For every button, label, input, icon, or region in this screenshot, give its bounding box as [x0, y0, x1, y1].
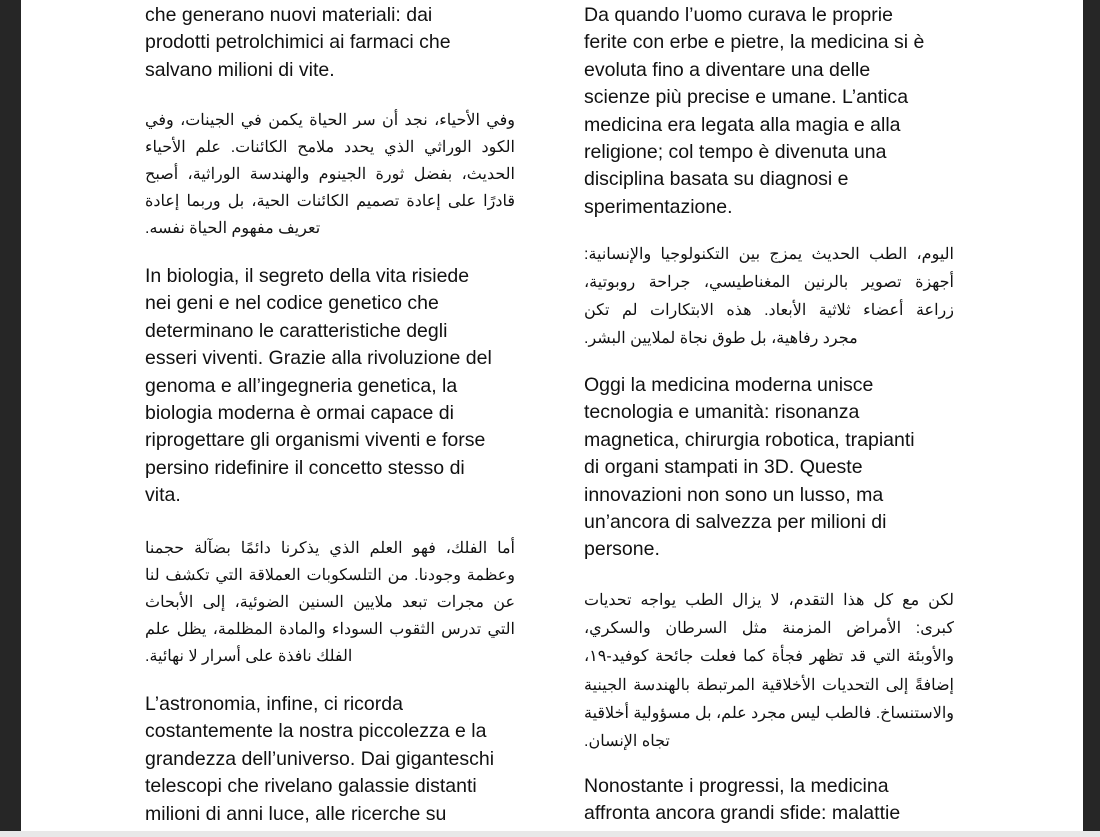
text-line: medicina era legata alla magia e alla	[584, 113, 901, 136]
text-line: وفي الأحياء، نجد أن سر الحياة يكمن في الجينات، وفي	[145, 112, 515, 129]
text-line: لكن مع كل هذا التقدم، لا يزال الطب يواجه تحديات	[584, 592, 954, 609]
text-line: persone.	[584, 538, 660, 561]
text-line: che generano nuovi materiali: dai	[145, 4, 433, 26]
text-line: nei geni e nel codice genetico che	[145, 292, 439, 315]
paragraph-it	[584, 372, 915, 564]
text-line: التي تدرس الثقوب السوداء والمادة المظلمة، يظل علم	[145, 621, 515, 638]
document-page	[21, 0, 1083, 831]
text-line: Nonostante i progressi, la medicina	[584, 775, 889, 797]
text-line: sperimentazione.	[584, 195, 733, 218]
text-line: إضافةً إلى التحديات الأخلاقية المرتبطة بالهندسة الجينية	[584, 676, 954, 694]
text-line: biologia moderna è ormai capace di	[145, 402, 454, 425]
text-line: genoma e all’ingegneria genetica, la	[145, 374, 458, 397]
text-line: Oggi la medicina moderna unisce	[584, 374, 874, 396]
text-line: عن مجرات تبعد ملايين السنين الضوئية، إلى الأبحاث	[145, 594, 515, 611]
paragraph-it	[145, 691, 494, 828]
text-line: أما الفلك، فهو العلم الذي يذكرنا دائمًا بضآلة حجمنا	[145, 540, 515, 557]
text-line: والاستنساخ. فالطب ليس مجرد علم، بل مسؤولية أخلاقية	[584, 704, 954, 722]
text-line: ferite con erbe e pietre, la medicina si è	[584, 31, 925, 54]
text-line: الفلك نافذة على أسرار لا نهائية.	[145, 648, 353, 665]
paragraph-it	[145, 263, 492, 510]
text-line: prodotti petrolchimici ai farmaci che	[145, 31, 451, 54]
paragraph-ar	[145, 107, 515, 242]
text-line: In biologia, il segreto della vita risiede	[145, 265, 470, 287]
text-line: تعريف مفهوم الحياة نفسه.	[145, 220, 321, 237]
text-line: الحديث، بفضل ثورة الجينوم والهندسة الوراثية، أصبح	[145, 166, 515, 183]
paragraph-ar	[584, 241, 954, 353]
text-line: evoluta fino a diventare una delle	[584, 58, 871, 81]
text-line: milioni di anni luce, alle ricerche su	[145, 802, 447, 825]
text-line: riprogettare gli organismi viventi e forse	[145, 429, 486, 452]
text-line: اليوم، الطب الحديث يمزج بين التكنولوجيا والإنسانية:	[584, 246, 954, 263]
text-line: determinano le caratteristiche degli	[145, 319, 448, 342]
text-line: innovazioni non sono un lusso, ma	[584, 483, 884, 506]
bottom-toolbar	[0, 831, 1100, 837]
text-line: L’astronomia, infine, ci ricorda	[145, 693, 403, 715]
text-line: magnetica, chirurgia robotica, trapianti	[584, 428, 915, 451]
text-line: كبرى: الأمراض المزمنة مثل السرطان والسكري،	[584, 620, 954, 638]
text-line: tecnologia e umanità: risonanza	[584, 401, 860, 424]
text-line: vita.	[145, 484, 181, 507]
text-line: زراعة أعضاء ثلاثية الأبعاد. هذه الابتكارات لم تكن	[584, 302, 954, 319]
text-line: scienze più precise e umane. L’antica	[584, 86, 909, 109]
text-line: Da quando l’uomo curava le proprie	[584, 4, 893, 26]
paragraph-it	[584, 2, 924, 221]
paragraph-ar	[145, 535, 515, 670]
paragraph-ar	[584, 587, 954, 756]
text-line: disciplina basata su diagnosi e	[584, 168, 849, 191]
text-line: والأوبئة التي قد تظهر فجأة كما فعلت جائحة كوفيد-١٩،	[584, 648, 954, 666]
text-line: costantemente la nostra piccolezza e la	[145, 720, 487, 743]
text-line: religione; col tempo è divenuta una	[584, 141, 887, 164]
text-line: أجهزة تصوير بالرنين المغناطيسي، جراحة روبوتية،	[584, 274, 954, 291]
text-line: persino ridefinire il concetto stesso di	[145, 456, 465, 479]
text-line: telescopi che rivelano galassie distanti	[145, 775, 477, 798]
text-line: affronta ancora grandi sfide: malattie	[584, 802, 901, 825]
text-line: di organi stampati in 3D. Queste	[584, 456, 863, 479]
text-line: esseri viventi. Grazie alla rivoluzione del	[145, 347, 492, 370]
text-line: الكود الوراثي الذي يحدد ملامح الكائنات. علم الأحياء	[145, 139, 515, 156]
text-line: تجاه الإنسان.	[584, 733, 670, 751]
text-line: قادرًا على إعادة تصميم الكائنات الحية، بل وربما إعادة	[145, 193, 515, 210]
text-line: وعظمة وجودنا. من التلسكوبات العملاقة التي تكشف لنا	[145, 567, 515, 584]
text-line: مجرد رفاهية، بل طوق نجاة لملايين البشر.	[584, 330, 858, 347]
paragraph-it	[584, 773, 900, 828]
text-line: un’ancora di salvezza per milioni di	[584, 511, 887, 534]
text-line: salvano milioni di vite.	[145, 58, 335, 81]
paragraph-it	[145, 2, 451, 84]
text-line: grandezza dell’universo. Dai giganteschi	[145, 747, 495, 770]
